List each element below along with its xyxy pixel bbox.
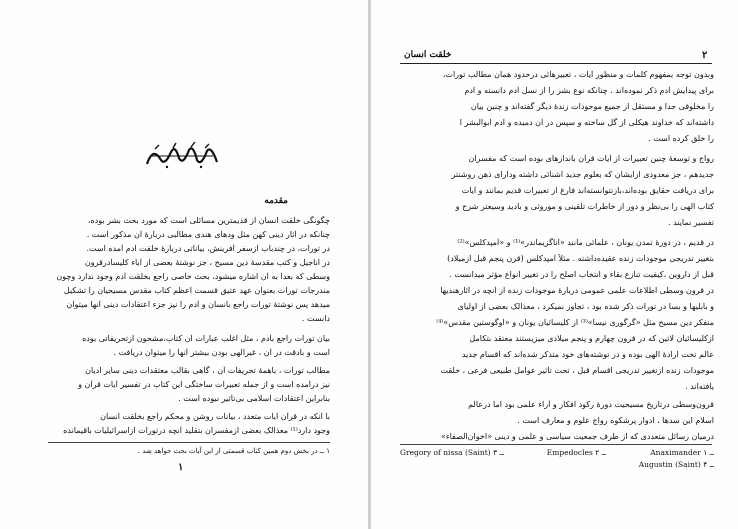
footnote-3: Gregory of nissa (Saint) ــ ۳ [400, 448, 504, 457]
text-line: در اناجیل و کتب مقدسهٔ دین مسیح ، جز نوشتهٔ بعضی از آباء کلیسادرقرون [84, 258, 330, 267]
text-line: بتغییر تدریجی موجودات زنده عقیده‌داشته‌ . مثلاً آمپدکلس (قرن پنجم قبل ازمیلاد) [447, 254, 714, 263]
book-spine [368, 0, 371, 529]
text-line: است و بادقت در آن ، غیرالهی بودن بیشتر آنها را میتوان دریافت . [113, 348, 330, 357]
footnote-separator [48, 442, 330, 443]
footnote-1: Anaximander ــ ۱ [650, 448, 714, 457]
text-line: کتاب الهی را بی‌نظر و دور از خاطرات تلقینی و موروثی و بادید وسیعتر شرح و [455, 202, 714, 211]
text-line: دانست . [301, 314, 330, 323]
text-line: در قدیم ، در دورهٔ تمدن یونان ، علمائی مانند «آناگزیماندر»⁽¹⁾ و «آمپدکلس»⁽²⁾ [457, 238, 714, 247]
text-line: وبدون توجه بمفهوم کلمات و منظور آیات ، تعبیرهائی درحدود همان مطالب تورات، [442, 70, 714, 79]
text-line: قرون‌وسطی درتاریخ مسیحیت دورهٔ رکود افکار و آراء علمی بود اما درعالم [468, 400, 714, 409]
page-number: ۱ [178, 462, 184, 473]
footnote-2: Empedocles ــ ۲ [546, 448, 606, 457]
text-line: بیان تورات راجع بآدم ، مثل اغلب عبارات آن کتاب،مشحون ازتحریفاتی بوده [82, 334, 330, 343]
basmala-calligraphy [143, 140, 223, 170]
left-page [0, 0, 366, 529]
text-line: در تورات، در چندباب ازسفر آفرینش، بیاناتی دربارهٔ خلقت آدم آمده است. [86, 244, 330, 253]
page-number: ۲ [702, 50, 708, 61]
text-line: بنابراین اعتقادات اسلامی بی‌تأثیر نبوده است . [178, 394, 330, 403]
section-heading: مقدمه [264, 196, 288, 206]
text-line: عالم تحت ارادهٔ الهی بوده و در نوشته‌های خود متذکر شده‌اند که اقسام جدید [461, 350, 714, 359]
running-header: خلقت انسان [404, 50, 452, 60]
text-line: چگونگی خلقت انسان از قدیمترین مسائلی است که مورد بحث بشر بوده، [87, 216, 330, 225]
text-line: داشته‌اند که خداوند هیکلی از گل ساخته و سپس در آن دمیده و آدم ابوالبشر ا [459, 118, 714, 127]
text-line: تفسیر نمایند . [668, 218, 714, 227]
text-line: برای دریافت حقایق بوده‌اند،بازنتوانسته‌اند فارغ از تعبیرات قدیم بمانند و آیات [461, 186, 714, 195]
footnote: ۱ ــ در بخش دوم همین کتاب قسمتی از این آیات بحث خواهد شد . [137, 447, 330, 455]
text-line: مندرجات تورات بعنوان عهد عتیق قسمت اعظم کتاب مقدس مسیحیان را تشکیل [63, 286, 330, 295]
text-line: را مخلوقی جدا و مستقل از جمیع موجودات زندهٔ دیگر گفته‌اند و چنین بیان [470, 102, 714, 111]
footnote-4: Augustin (Saint) ــ ۴ [638, 460, 714, 469]
text-line: میدهد پس نوشتهٔ تورات راجع بانسان و آدم را نیز جزء اعتقادات دینی آنها میتوان [66, 300, 330, 309]
text-line: یافته‌اند . [685, 382, 714, 391]
text-line: رواج و توسعهٔ چنین تعبیرات از آیات قرآن بانداز‌های بوده است که مفسران [468, 154, 714, 163]
text-line: چنانکه در آثار دینی کهن مثل ودهای هندی مطالبی دربارهٔ آن مذکور است . [86, 230, 330, 239]
text-line: در قرون وسطی اطلاعات علمی عمومی دربارهٔ موجودات زنده از آنچه در آثارهندیها [440, 286, 714, 295]
footnote-separator [400, 444, 712, 445]
text-line: و بابلیها و بسا در تورات ذکر شده بود ، تجاوز نمیکرد ، معذالک بعضی از اولیای [457, 302, 714, 311]
text-line: را خلق کرده است . [648, 134, 714, 143]
text-line: موجودات زنده ازتغییر تدریجی اقسام قبل ، تحت تأثیر عوامل طبیعی فرعی ، خلقت [440, 366, 714, 375]
text-line: قبل از داروین ،کیفیت تنازع بقاء و انتخاب اصلح را در تغییر انواع مؤثر میدانست . [449, 270, 714, 279]
header-rule [400, 63, 712, 64]
calligraphy-ornament [143, 140, 223, 170]
text-line: با آنکه در قرآن آیات متعدد ، بیانات روشن و محکم راجع بخلقت انسان [100, 412, 330, 421]
text-line: برای پیدایش آدم ذکر نموده‌اند . چنانکه نوع بشر را از نسل آدم دانسته و آدم [464, 86, 714, 95]
text-line: وسطی که بعداً به آن اشاره میشود، بحث خاصی راجع بخلقت آدم وجود ندارد وچون [56, 272, 330, 281]
text-line: متفکر دین مسیح مثل «گرگوری نیسا»⁽³⁾ از کلیسائیان یونان و «اوگوستین مقدس»⁽⁴⁾ [436, 318, 714, 327]
text-line: وجود دارد⁽¹⁾ معذالک بعضی ازمفسران بتقلید آنچه درتورات ازاسرائیلیات باقیمانده [63, 426, 330, 435]
text-line: نیز درآمده است و از جمله تعبیرات ساختگی این کتاب در تفسیر آیات قرآن و [78, 380, 330, 389]
text-line: درمیان رسائل متعددی که از طرف جمعیت سیاسی و علمی و دینی «اخوان‌الصفاء» [440, 432, 714, 441]
text-line: اسلام این سدها ، ادوار پرشکوه رواج علوم و معارف است . [517, 416, 714, 425]
text-line: مطالب تورات ، باهمهٔ تحریفات آن ، گاهی بقالب معتقدات دینی سایر ادیان [85, 366, 330, 375]
text-line: جدیدهم ، جز معدودی ازایشان که بعلوم جدید آشنائی داشته ودارای ذهن روشنتر [451, 170, 714, 179]
right-page [372, 0, 738, 529]
text-line: ازکلیسائیان لاتین که در قرون چهارم و پنجم میلادی میزیستند معتقد بتکامل [469, 334, 714, 343]
